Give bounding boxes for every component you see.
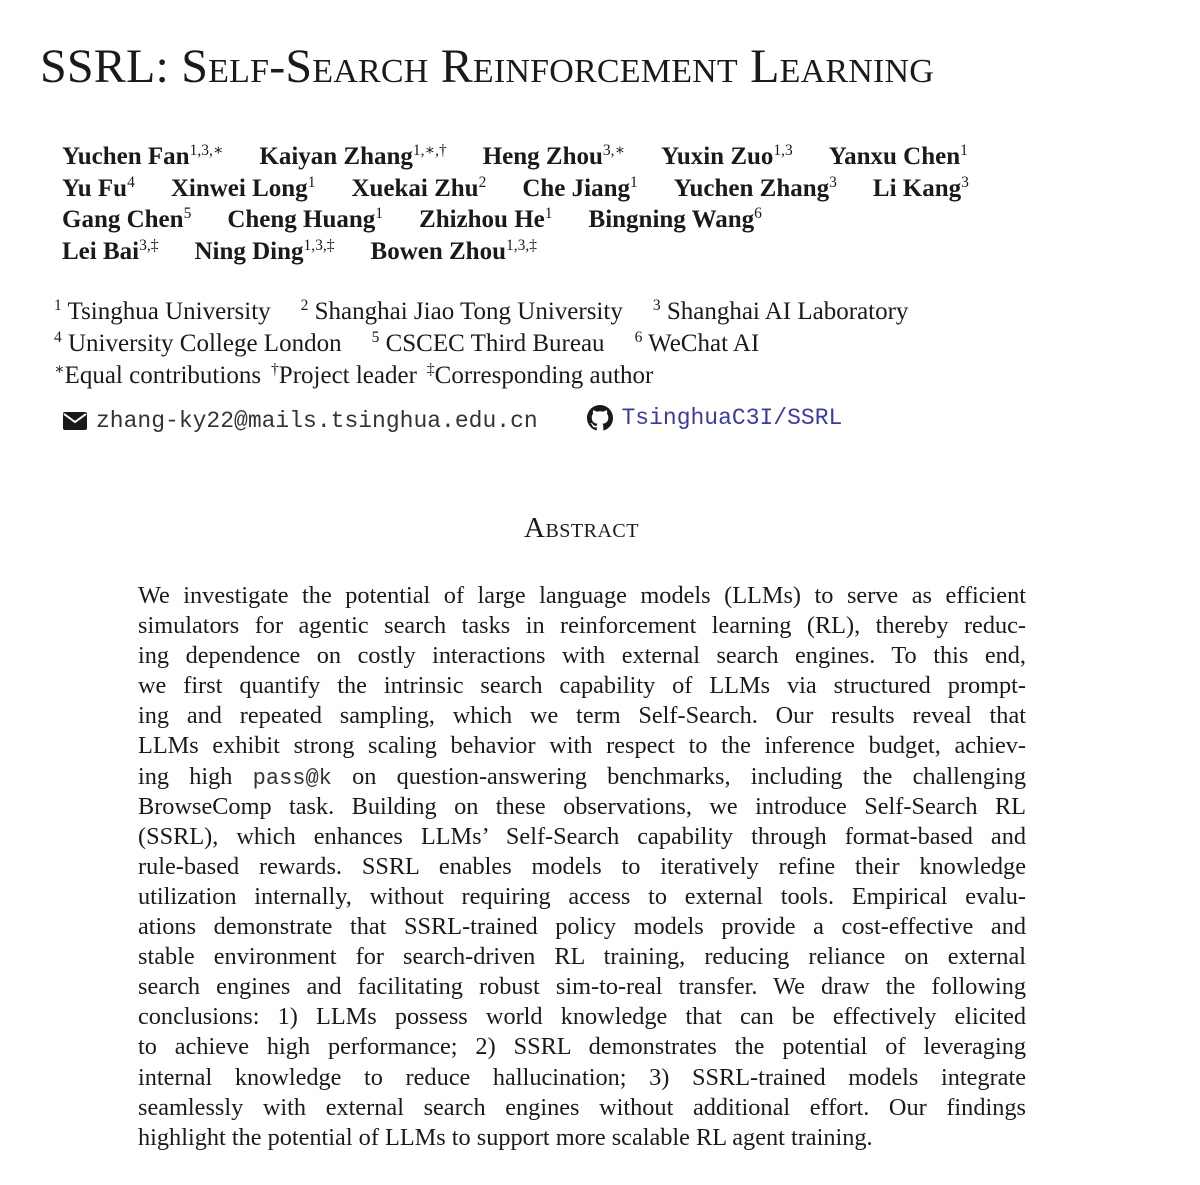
affiliation-number: 4	[54, 329, 62, 347]
abstract-line: to achieve high performance; 2) SSRL demonstrates the potential of leveraging	[138, 1033, 1026, 1061]
affiliation-number: 1	[54, 297, 62, 315]
author-affil-marks: 1	[629, 173, 638, 191]
author-name: Yuchen Zhang	[673, 174, 830, 202]
email-address[interactable]: zhang-ky22@mails.tsinghua.edu.cn	[96, 408, 538, 434]
author-name: Yanxu Chen	[828, 143, 961, 170]
author	[829, 143, 968, 170]
author-line	[62, 141, 1162, 173]
author-name: Ning Ding	[194, 237, 304, 265]
envelope-icon	[62, 411, 88, 431]
email-item[interactable]	[62, 405, 538, 437]
author-name: Kaiyan Zhang	[259, 143, 413, 170]
repo-item[interactable]	[587, 402, 842, 434]
author-affil-marks: 1,∗,†	[412, 142, 447, 160]
affiliation	[54, 298, 271, 325]
affiliation-number: 5	[371, 329, 380, 347]
author-affil-marks: 1,3,‡	[303, 236, 335, 254]
author-name: Bingning Wang	[588, 206, 755, 233]
author-name: Heng Zhou	[482, 143, 603, 170]
affiliation-name: Tsinghua University	[61, 298, 271, 325]
affiliation-name: CSCEC Third Bureau	[379, 330, 605, 357]
affiliation	[635, 330, 760, 357]
footnote-text: Project leader	[278, 362, 417, 389]
abstract-line: ations demonstrate that SSRL-trained policy models provide a cost-effective and	[138, 913, 1026, 941]
author-affil-marks: 3,‡	[139, 236, 159, 254]
affiliation-name: Shanghai AI Laboratory	[660, 298, 909, 325]
abstract-line: seamlessly with external search engines without additional effort. Our findings	[138, 1093, 1026, 1121]
abstract-line: rule-based rewards. SSRL enables models to iteratively refine their knowledge	[138, 852, 1026, 880]
author-name: Xinwei Long	[170, 174, 308, 202]
footnote	[54, 362, 261, 389]
affiliation-line	[54, 328, 1154, 360]
author-name: Gang Chen	[62, 206, 184, 233]
abstract-line: internal knowledge to reduce hallucination; 3) SSRL-trained models integrate	[138, 1063, 1026, 1091]
author-affil-marks: 1,3,‡	[506, 236, 537, 254]
abstract-line: search engines and facilitating robust sim-to-real transfer. We draw the following	[138, 973, 1026, 1001]
abstract-line: simulators for agentic search tasks in reinforcement learning (RL), thereby reduc-	[138, 612, 1026, 640]
abstract-line: (SSRL), which enhances LLMs’ Self-Search capability through format-based and	[138, 822, 1026, 850]
author-name: Yuchen Fan	[62, 143, 190, 170]
abstract-line: stable environment for search-driven RL training, reducing reliance on external	[138, 943, 1026, 971]
author	[483, 143, 625, 170]
author	[227, 206, 383, 233]
author-name: Zhizhou He	[419, 206, 545, 233]
abstract-line: ing dependence on costly interactions with external search engines. To this end,	[138, 642, 1026, 670]
inline-code: pass@k	[252, 765, 332, 791]
abstract-line: We investigate the potential of large language models (LLMs) to serve as efficient	[138, 582, 1026, 609]
author-affil-marks: 1	[960, 142, 968, 160]
author-name: Xuekai Zhu	[351, 174, 479, 202]
author-affil-marks: 1	[307, 173, 316, 191]
author	[661, 143, 793, 170]
affiliation-number: 6	[634, 329, 643, 347]
author	[419, 206, 552, 233]
affiliation-line	[54, 296, 1154, 328]
affiliation	[372, 330, 605, 357]
author	[351, 175, 486, 202]
author	[62, 206, 191, 233]
author	[194, 238, 334, 265]
footnote-symbol: ∗	[54, 361, 65, 379]
author-line	[62, 236, 1162, 268]
abstract-line: we first quantify the intrinsic search capability of LLMs via structured prompt-	[138, 672, 1026, 700]
footnote-text: Corresponding author	[434, 362, 654, 389]
author	[62, 175, 135, 202]
abstract-body	[138, 581, 1026, 1153]
author-list	[62, 141, 1162, 267]
author-affil-marks: 1,3	[773, 142, 793, 160]
author-affil-marks: 4	[127, 173, 135, 191]
author	[873, 175, 969, 202]
author-name: Yuxin Zuo	[661, 143, 774, 170]
repo-link[interactable]: TsinghuaC3I/SSRL	[621, 405, 843, 431]
author-line	[62, 204, 1162, 236]
github-icon	[587, 405, 613, 431]
affiliation	[653, 298, 909, 325]
abstract-line: highlight the potential of LLMs to support more scalable RL agent training.	[138, 1123, 873, 1151]
footnote-symbol: ‡	[426, 361, 435, 379]
abstract-line: LLMs exhibit strong scaling behavior with respect to the inference budget, achiev-	[138, 732, 1026, 760]
author	[371, 238, 537, 265]
author	[62, 238, 158, 265]
footnote-text: Equal contributions	[64, 362, 262, 389]
footnote	[427, 362, 653, 389]
abstract-line: conclusions: 1) LLMs possess world knowledge that can be effectively elicited	[138, 1003, 1026, 1031]
abstract-line: ing and repeated sampling, which we term Self-Search. Our results reveal that	[138, 702, 1026, 730]
abstract-line: BrowseComp task. Building on these observations, we introduce Self-Search RL	[138, 792, 1026, 820]
author-affil-marks: 1,3,∗	[189, 142, 224, 160]
author-affil-marks: 1	[544, 205, 553, 223]
author-affil-marks: 3,∗	[602, 142, 626, 160]
author-affil-marks: 3	[961, 173, 969, 191]
author-name: Cheng Huang	[227, 206, 376, 233]
author	[522, 175, 637, 202]
author-affil-marks: 2	[478, 173, 487, 191]
author-name: Li Kang	[872, 174, 962, 202]
affiliation-name: University College London	[61, 330, 342, 357]
author-affil-marks: 5	[183, 205, 192, 223]
footnote-line	[54, 360, 1154, 392]
affiliation-name: Shanghai Jiao Tong University	[308, 298, 623, 325]
affiliation-number: 2	[300, 297, 309, 315]
abstract-line: ing high pass@k on question-answering benchmarks, including the challenging	[138, 762, 1026, 791]
author-name: Yu Fu	[62, 174, 128, 202]
author	[589, 206, 762, 233]
author	[674, 175, 837, 202]
author-line	[62, 173, 1162, 205]
affiliation-number: 3	[652, 297, 661, 315]
author-affil-marks: 1	[375, 205, 384, 223]
author	[62, 143, 223, 170]
paper-title: SSRL: Self-Search Reinforcement Learning	[40, 40, 934, 93]
affiliation-name: WeChat AI	[642, 330, 760, 357]
author	[171, 175, 316, 202]
affiliation-list	[54, 296, 1154, 392]
author-name: Che Jiang	[522, 174, 630, 202]
footnote-symbol: †	[271, 361, 279, 379]
author-affil-marks: 3	[829, 173, 837, 191]
footnote	[271, 362, 417, 389]
author	[259, 143, 446, 170]
abstract-line: utilization internally, without requiring access to external tools. Empirical evalu-	[138, 882, 1026, 910]
author-affil-marks: 6	[754, 205, 762, 223]
author-name: Bowen Zhou	[370, 237, 506, 265]
affiliation	[54, 330, 342, 357]
affiliation	[301, 298, 623, 325]
author-name: Lei Bai	[62, 237, 140, 265]
abstract-heading: Abstract	[524, 512, 639, 544]
contact-line	[62, 402, 1162, 434]
